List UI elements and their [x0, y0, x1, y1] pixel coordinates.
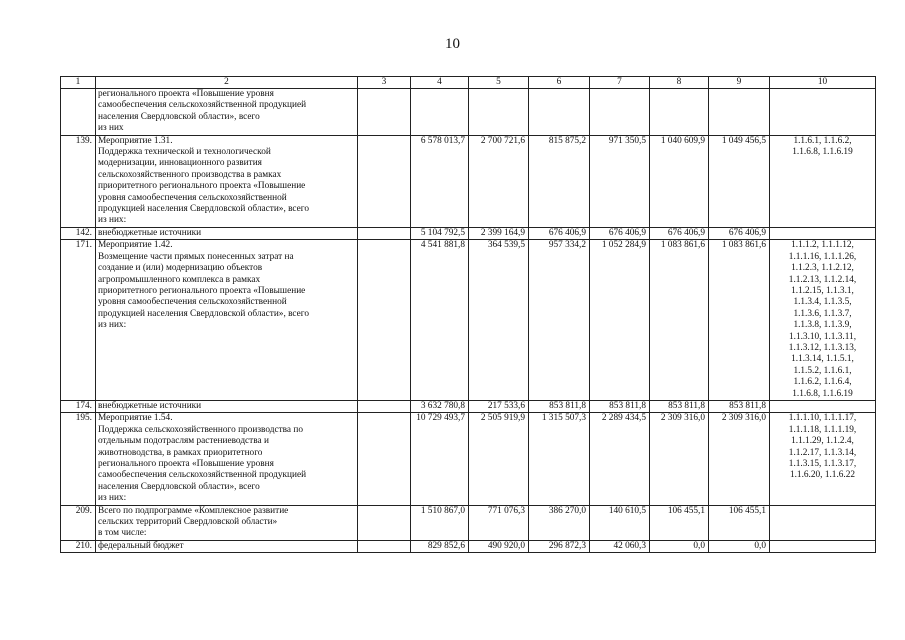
cell-col3 [358, 540, 411, 552]
value-col7: 2 289 434,5 [590, 413, 650, 505]
budget-table [60, 76, 876, 553]
row-description: Мероприятие 1.31. Поддержка технической и технологической модернизации, инновационного развития сельскохозяйственного производства в рамках приоритетного регионального проекта «Повышение уровня самообеспечения сельскохозяйственной продукцией населения Свердловской области», всего из них: [96, 135, 358, 227]
value-col8: 1 083 861,6 [650, 240, 709, 401]
column-header: 6 [529, 77, 590, 89]
value-col9: 2 309 316,0 [709, 413, 770, 505]
target-codes [770, 227, 876, 239]
row-number: 139. [61, 135, 96, 227]
value-col8: 676 406,9 [650, 227, 709, 239]
row-number: 195. [61, 413, 96, 505]
column-header: 4 [411, 77, 469, 89]
column-header: 7 [590, 77, 650, 89]
row-description: Мероприятие 1.42. Возмещение части прямых понесенных затрат на создание и (или) модернизацию объектов агропромышленного комплекса в рамках приоритетного регионального проекта «Повышение уровня самообеспечения сельскохозяйственной продукцией населения Свердловской области», всего из них: [96, 240, 358, 401]
value-col4: 10 729 493,7 [411, 413, 469, 505]
value-col6 [529, 89, 590, 136]
value-col7: 676 406,9 [590, 227, 650, 239]
table-row [61, 227, 876, 239]
value-col6: 815 875,2 [529, 135, 590, 227]
row-number [61, 89, 96, 136]
column-header: 5 [469, 77, 529, 89]
value-col5 [469, 89, 529, 136]
column-header: 2 [96, 77, 358, 89]
value-col8: 2 309 316,0 [650, 413, 709, 505]
table-header-row [61, 77, 876, 89]
value-col7: 1 052 284,9 [590, 240, 650, 401]
value-col5: 2 399 164,9 [469, 227, 529, 239]
cell-col3 [358, 227, 411, 239]
row-description: Мероприятие 1.54. Поддержка сельскохозяйственного производства по отдельным подотраслям растениеводства и животноводства, в рамках приоритетного регионального проекта «Повышение уровня самообеспечения сельскохозяйственной продукцией населения Свердловской области», всего из них: [96, 413, 358, 505]
value-col5: 364 539,5 [469, 240, 529, 401]
target-codes [770, 400, 876, 412]
cell-col3 [358, 400, 411, 412]
target-codes: 1.1.1.10, 1.1.1.17, 1.1.1.18, 1.1.1.19, 1.1.1.29, 1.1.2.4, 1.1.2.17, 1.1.3.14, 1.1.3.15, 1.1.3.17, 1.1.6.20, 1.1.6.22 [770, 413, 876, 505]
value-col4: 6 578 013,7 [411, 135, 469, 227]
target-codes [770, 505, 876, 540]
value-col9: 0,0 [709, 540, 770, 552]
target-codes [770, 89, 876, 136]
value-col7: 42 060,3 [590, 540, 650, 552]
value-col6: 296 872,3 [529, 540, 590, 552]
table-row [61, 540, 876, 552]
value-col9: 1 049 456,5 [709, 135, 770, 227]
value-col8: 0,0 [650, 540, 709, 552]
table-row [61, 135, 876, 227]
value-col4: 5 104 792,5 [411, 227, 469, 239]
target-codes: 1.1.1.2, 1.1.1.12, 1.1.1.16, 1.1.1.26, 1.1.2.3, 1.1.2.12, 1.1.2.13, 1.1.2.14, 1.1.2.15, 1.1.3.1, 1.1.3.4, 1.1.3.5, 1.1.3.6, 1.1.3.7, 1.1.3.8, 1.1.3.9, 1.1.3.10, 1.1.3.11, 1.1.3.12, 1.1.3.13, 1.1.3.14, 1.1.5.1, 1.1.5.2, 1.1.6.1, 1.1.6.2, 1.1.6.4, 1.1.6.8, 1.1.6.19 [770, 240, 876, 401]
table-row [61, 505, 876, 540]
value-col8: 106 455,1 [650, 505, 709, 540]
row-number: 142. [61, 227, 96, 239]
value-col8 [650, 89, 709, 136]
value-col5: 217 533,6 [469, 400, 529, 412]
row-description: регионального проекта «Повышение уровня самообеспечения сельскохозяйственной продукцией населения Свердловской области», всего из них [96, 89, 358, 136]
value-col4: 3 632 780,8 [411, 400, 469, 412]
page-number: 10 [445, 36, 460, 52]
value-col5: 2 700 721,6 [469, 135, 529, 227]
column-header: 8 [650, 77, 709, 89]
value-col9 [709, 89, 770, 136]
target-codes [770, 540, 876, 552]
column-header: 9 [709, 77, 770, 89]
value-col7 [590, 89, 650, 136]
row-description: федеральный бюджет [96, 540, 358, 552]
value-col9: 1 083 861,6 [709, 240, 770, 401]
value-col5: 490 920,0 [469, 540, 529, 552]
value-col9: 853 811,8 [709, 400, 770, 412]
row-number: 210. [61, 540, 96, 552]
cell-col3 [358, 505, 411, 540]
value-col8: 853 811,8 [650, 400, 709, 412]
column-header: 1 [61, 77, 96, 89]
value-col4: 1 510 867,0 [411, 505, 469, 540]
value-col4 [411, 89, 469, 136]
column-header: 3 [358, 77, 411, 89]
value-col6: 1 315 507,3 [529, 413, 590, 505]
value-col5: 771 076,3 [469, 505, 529, 540]
value-col6: 853 811,8 [529, 400, 590, 412]
value-col7: 853 811,8 [590, 400, 650, 412]
row-description: внебюджетные источники [96, 227, 358, 239]
table-row [61, 240, 876, 401]
value-col4: 4 541 881,8 [411, 240, 469, 401]
column-header: 10 [770, 77, 876, 89]
value-col9: 106 455,1 [709, 505, 770, 540]
cell-col3 [358, 240, 411, 401]
row-description: Всего по подпрограмме «Комплексное развитие сельских территорий Свердловской области» в том числе: [96, 505, 358, 540]
value-col9: 676 406,9 [709, 227, 770, 239]
value-col4: 829 852,6 [411, 540, 469, 552]
value-col6: 957 334,2 [529, 240, 590, 401]
table-row [61, 400, 876, 412]
value-col8: 1 040 609,9 [650, 135, 709, 227]
row-number: 209. [61, 505, 96, 540]
cell-col3 [358, 89, 411, 136]
cell-col3 [358, 135, 411, 227]
target-codes: 1.1.6.1, 1.1.6.2, 1.1.6.8, 1.1.6.19 [770, 135, 876, 227]
row-description: внебюджетные источники [96, 400, 358, 412]
row-number: 171. [61, 240, 96, 401]
value-col7: 140 610,5 [590, 505, 650, 540]
table-row [61, 413, 876, 505]
row-number: 174. [61, 400, 96, 412]
table-row [61, 89, 876, 136]
value-col6: 676 406,9 [529, 227, 590, 239]
value-col5: 2 505 919,9 [469, 413, 529, 505]
value-col6: 386 270,0 [529, 505, 590, 540]
cell-col3 [358, 413, 411, 505]
value-col7: 971 350,5 [590, 135, 650, 227]
